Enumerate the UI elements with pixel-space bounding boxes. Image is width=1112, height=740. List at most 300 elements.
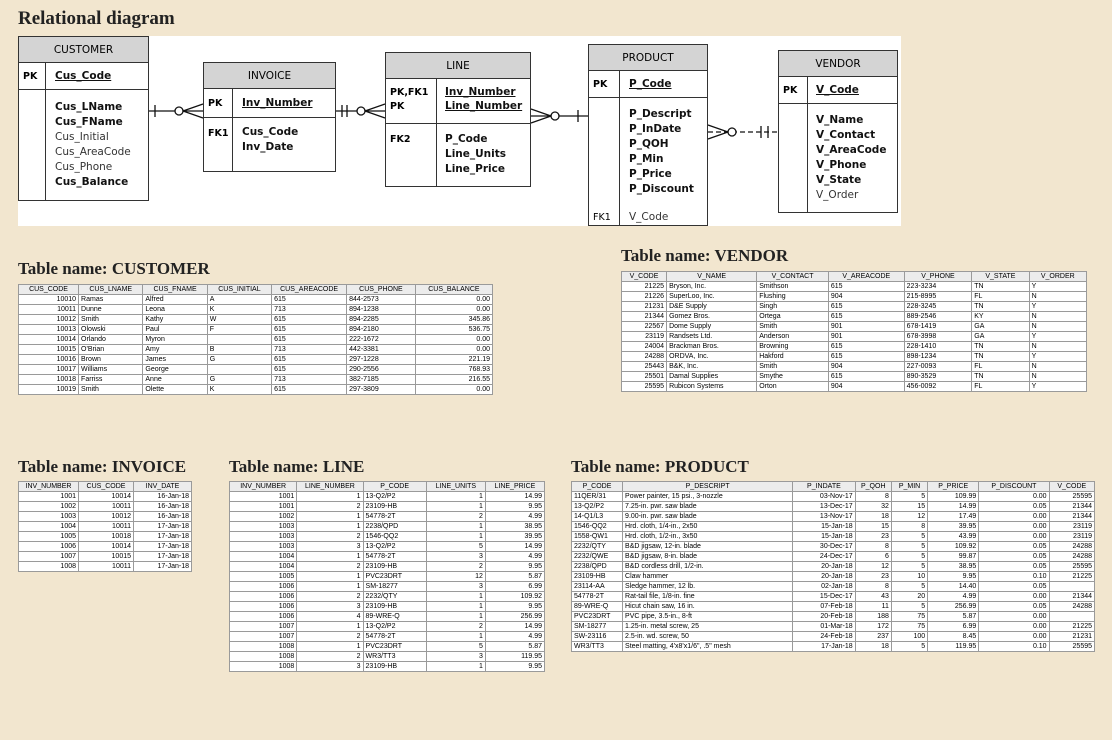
table-cell: 678-3998 <box>904 332 972 342</box>
table-cell: 615 <box>828 312 904 322</box>
table-row <box>572 492 1095 502</box>
table-cell: James <box>143 355 207 365</box>
table-cell: 1008 <box>230 652 297 662</box>
table-cell: 615 <box>272 325 347 335</box>
invoice-attributes <box>242 125 298 155</box>
table-cell: 6 <box>855 552 891 562</box>
vendor-table-title: Table name: VENDOR <box>621 246 789 265</box>
table-cell: 615 <box>828 352 904 362</box>
table-cell: 17-Jan-18 <box>793 642 855 652</box>
table-cell: 2 <box>297 562 363 572</box>
table-cell: 43.99 <box>928 532 979 542</box>
product-attribute: P_QOH <box>629 138 669 150</box>
table-row <box>622 312 1087 322</box>
table-cell: 615 <box>272 335 347 345</box>
table-cell: B <box>207 345 271 355</box>
table-cell: 904 <box>828 362 904 372</box>
table-cell: 109.92 <box>928 542 979 552</box>
table-cell: Brown <box>79 355 143 365</box>
table-row <box>230 562 545 572</box>
table-cell: Smith <box>79 315 143 325</box>
table-cell: 1001 <box>230 502 297 512</box>
table-cell: 1008 <box>230 662 297 672</box>
table-cell: 9.95 <box>485 502 544 512</box>
table-cell: Myron <box>143 335 207 345</box>
table-cell: 1 <box>426 532 485 542</box>
table-row <box>572 512 1095 522</box>
table-cell: K <box>207 385 271 395</box>
product-attribute: P_Descript <box>629 108 692 120</box>
table-cell: 5 <box>891 492 927 502</box>
customer-attribute: Cus_Initial <box>55 131 109 143</box>
table-cell: 1 <box>426 602 485 612</box>
table-cell: 03-Nov-17 <box>793 492 855 502</box>
customer-pk-attribute: Cus_Code <box>55 70 112 82</box>
table-cell: 0.00 <box>979 632 1049 642</box>
table-row <box>572 632 1095 642</box>
table-cell: 1004 <box>230 552 297 562</box>
table-row <box>230 592 545 602</box>
table-cell: F <box>207 325 271 335</box>
table-cell: 14.99 <box>928 502 979 512</box>
table-cell: Farriss <box>79 375 143 385</box>
table-cell: George <box>143 365 207 375</box>
table-cell: 54778-2T <box>363 552 426 562</box>
table-cell: 21225 <box>622 282 667 292</box>
table-cell: 1 <box>426 612 485 622</box>
table-cell: 18 <box>855 642 891 652</box>
line-pk-label-2: PK <box>390 101 405 112</box>
table-cell: 2 <box>297 652 363 662</box>
table-cell: 1 <box>426 502 485 512</box>
line-attributes <box>445 132 506 177</box>
table-cell: 5.87 <box>485 572 544 582</box>
vendor-pk-attribute: V_Code <box>816 84 859 96</box>
product-fk-attribute: V_Code <box>629 211 669 223</box>
table-cell: 0.00 <box>979 622 1049 632</box>
table-cell: N <box>1029 372 1086 382</box>
table-cell: 0.00 <box>979 522 1049 532</box>
table-cell: 2238/QPD <box>572 562 623 572</box>
table-cell: 216.55 <box>415 375 492 385</box>
table-cell: 456-0092 <box>904 382 972 392</box>
table-cell: 6.99 <box>485 582 544 592</box>
table-row <box>19 512 192 522</box>
table-cell: 1006 <box>230 602 297 612</box>
table-cell: SM-18277 <box>572 622 623 632</box>
table-row <box>572 582 1095 592</box>
table-cell: Smithson <box>757 282 829 292</box>
column-header: P_MIN <box>891 482 927 492</box>
table-cell: 20-Jan-18 <box>793 562 855 572</box>
table-cell: 9.00-in. pwr. saw blade <box>623 512 793 522</box>
table-cell: 23109-HB <box>363 502 426 512</box>
table-cell: 20 <box>891 592 927 602</box>
table-cell: 0.05 <box>979 552 1049 562</box>
table-cell: 223-3234 <box>904 282 972 292</box>
table-cell: 25443 <box>622 362 667 372</box>
table-cell: SuperLoo, Inc. <box>667 292 757 302</box>
table-cell: 109.99 <box>928 492 979 502</box>
table-cell: 227-0093 <box>904 362 972 372</box>
table-row <box>572 592 1095 602</box>
vendor-attribute: V_Phone <box>816 159 867 171</box>
table-cell: Hicut chain saw, 16 in. <box>623 602 793 612</box>
table-cell: B&D jigsaw, 8-in. blade <box>623 552 793 562</box>
table-cell: 23109-HB <box>363 602 426 612</box>
table-cell: Brackman Bros. <box>667 342 757 352</box>
column-header: CUS_PHONE <box>347 285 416 295</box>
table-cell: 13-Q2/P2 <box>363 492 426 502</box>
table-cell: 228-1410 <box>904 342 972 352</box>
column-header: P_QOH <box>855 482 891 492</box>
table-cell: 290-2556 <box>347 365 416 375</box>
table-row <box>622 372 1087 382</box>
table-cell: 2232/QTY <box>572 542 623 552</box>
table-row <box>622 362 1087 372</box>
table-cell: 904 <box>828 292 904 302</box>
table-cell: Gomez Bros. <box>667 312 757 322</box>
table-cell: Y <box>1029 352 1086 362</box>
table-cell: SM-18277 <box>363 582 426 592</box>
table-cell: 0.10 <box>979 642 1049 652</box>
table-row <box>230 492 545 502</box>
table-row <box>19 335 493 345</box>
table-cell: 5 <box>891 582 927 592</box>
table-row <box>230 512 545 522</box>
table-cell: FL <box>972 292 1029 302</box>
table-cell: 20-Jan-18 <box>793 572 855 582</box>
table-cell: 8 <box>891 522 927 532</box>
table-cell: 8 <box>855 542 891 552</box>
table-cell: Hrd. cloth, 1/4-in., 2x50 <box>623 522 793 532</box>
table-cell: FL <box>972 362 1029 372</box>
table-cell: 8.45 <box>928 632 979 642</box>
column-header: P_DESCRIPT <box>623 482 793 492</box>
table-cell: 1007 <box>19 552 79 562</box>
table-cell: 536.75 <box>415 325 492 335</box>
table-cell: 382-7185 <box>347 375 416 385</box>
table-cell: 1001 <box>230 492 297 502</box>
table-cell: 1 <box>297 572 363 582</box>
table-cell: 5 <box>891 532 927 542</box>
table-cell: 18 <box>855 512 891 522</box>
table-cell: 1007 <box>230 632 297 642</box>
table-cell: 39.95 <box>485 532 544 542</box>
table-cell: Dome Supply <box>667 322 757 332</box>
table-cell: 0.00 <box>979 512 1049 522</box>
entity-product-name: PRODUCT <box>589 45 707 71</box>
table-row <box>19 305 493 315</box>
table-header-row <box>19 285 493 295</box>
table-cell: 2.5-in. wd. screw, 50 <box>623 632 793 642</box>
table-cell: Y <box>1029 302 1086 312</box>
column-header: V_CODE <box>1049 482 1094 492</box>
table-cell: 14-Q1/L3 <box>572 512 623 522</box>
table-cell: B&D cordless drill, 1/2-in. <box>623 562 793 572</box>
table-cell: 10018 <box>19 375 79 385</box>
table-cell: 228-3245 <box>904 302 972 312</box>
customer-attribute: Cus_LName <box>55 101 123 113</box>
table-cell: FL <box>972 382 1029 392</box>
table-cell: B&D jigsaw, 12-in. blade <box>623 542 793 552</box>
table-cell: 8 <box>855 582 891 592</box>
customer-pk-label: PK <box>23 71 38 82</box>
table-cell: 4.99 <box>928 592 979 602</box>
table-cell: 768.93 <box>415 365 492 375</box>
column-header: P_DISCOUNT <box>979 482 1049 492</box>
product-table-title: Table name: PRODUCT <box>571 457 749 476</box>
table-cell: 2 <box>426 562 485 572</box>
line-attribute: Line_Units <box>445 148 507 160</box>
table-cell: 901 <box>828 332 904 342</box>
table-cell: 5 <box>891 602 927 612</box>
table-cell: 23109-HB <box>363 662 426 672</box>
table-row <box>572 542 1095 552</box>
table-cell: Ramas <box>79 295 143 305</box>
table-cell: 1558-QW1 <box>572 532 623 542</box>
table-cell: Flushing <box>757 292 829 302</box>
table-cell: 1006 <box>230 582 297 592</box>
table-cell: 14.99 <box>485 492 544 502</box>
table-cell: Browning <box>757 342 829 352</box>
vendor-attribute: V_Order <box>816 189 859 201</box>
line-fk-label: FK2 <box>390 134 411 145</box>
table-cell: 9.95 <box>928 572 979 582</box>
table-cell: 1.25-in. metal screw, 25 <box>623 622 793 632</box>
table-cell: Dunne <box>79 305 143 315</box>
entity-product <box>588 44 708 226</box>
table-cell: 17.49 <box>928 512 979 522</box>
vendor-attributes <box>816 113 886 203</box>
table-cell: 1002 <box>230 512 297 522</box>
table-cell: 2 <box>297 502 363 512</box>
column-header: CUS_CODE <box>19 285 79 295</box>
table-row <box>230 662 545 672</box>
table-cell: 1 <box>297 552 363 562</box>
table-cell: 32 <box>855 502 891 512</box>
table-cell: 1 <box>297 492 363 502</box>
column-header: V_ORDER <box>1029 272 1086 282</box>
table-cell: 2 <box>297 592 363 602</box>
table-cell: 172 <box>855 622 891 632</box>
product-pk-attribute: P_Code <box>629 78 672 90</box>
table-cell: 0.00 <box>415 295 492 305</box>
vendor-table <box>621 271 1087 392</box>
table-cell: 24288 <box>622 352 667 362</box>
table-row <box>572 562 1095 572</box>
table-cell: 23 <box>855 572 891 582</box>
line-table <box>229 481 545 672</box>
table-cell: 0.10 <box>979 572 1049 582</box>
table-cell: 11 <box>855 602 891 612</box>
table-cell: N <box>1029 292 1086 302</box>
table-row <box>230 552 545 562</box>
line-pk-attribute-2: Line_Number <box>445 100 523 112</box>
table-cell: GA <box>972 332 1029 342</box>
table-row <box>622 302 1087 312</box>
table-cell: 23119 <box>622 332 667 342</box>
table-cell: 1 <box>297 512 363 522</box>
table-cell: Bryson, Inc. <box>667 282 757 292</box>
table-cell: 20-Feb-18 <box>793 612 855 622</box>
table-cell: 3 <box>426 552 485 562</box>
invoice-attribute: Inv_Date <box>242 141 294 153</box>
table-cell: Y <box>1029 332 1086 342</box>
table-cell: 25595 <box>622 382 667 392</box>
table-cell: 12 <box>891 512 927 522</box>
table-cell: 10016 <box>19 355 79 365</box>
table-cell: 1006 <box>19 542 79 552</box>
vendor-attribute: V_Name <box>816 114 864 126</box>
table-row <box>230 652 545 662</box>
table-cell: 0.05 <box>979 542 1049 552</box>
table-cell: 188 <box>855 612 891 622</box>
table-header-row <box>622 272 1087 282</box>
table-cell: 894-2180 <box>347 325 416 335</box>
table-cell: 5.87 <box>485 642 544 652</box>
table-cell: 10012 <box>19 315 79 325</box>
table-cell: 10013 <box>19 325 79 335</box>
table-cell: 21344 <box>622 312 667 322</box>
table-cell: 21344 <box>1049 512 1094 522</box>
table-cell: 2 <box>426 512 485 522</box>
table-cell: 1 <box>426 492 485 502</box>
table-cell: 10 <box>891 572 927 582</box>
table-cell: 75 <box>891 612 927 622</box>
table-row <box>230 612 545 622</box>
table-cell: Rat-tail file, 1/8-in. fine <box>623 592 793 602</box>
table-cell: 119.95 <box>485 652 544 662</box>
table-cell: Olowski <box>79 325 143 335</box>
table-cell: 3 <box>297 542 363 552</box>
table-cell: 9.95 <box>485 602 544 612</box>
table-cell: 615 <box>272 355 347 365</box>
table-row <box>230 632 545 642</box>
line-pk-attribute-1: Inv_Number <box>445 86 516 98</box>
entity-vendor-name: VENDOR <box>779 51 897 77</box>
table-row <box>622 342 1087 352</box>
table-row <box>230 532 545 542</box>
table-cell: Smith <box>757 322 829 332</box>
table-cell: 615 <box>828 342 904 352</box>
table-cell: 16-Jan-18 <box>134 512 192 522</box>
table-cell: 17-Jan-18 <box>134 562 192 572</box>
table-cell: 54778-2T <box>363 632 426 642</box>
table-cell: 2 <box>426 622 485 632</box>
table-cell: 100 <box>891 632 927 642</box>
table-cell: 215-8995 <box>904 292 972 302</box>
table-cell: 5 <box>891 642 927 652</box>
table-cell: Damal Supplies <box>667 372 757 382</box>
table-cell: 21344 <box>1049 592 1094 602</box>
table-cell: G <box>207 375 271 385</box>
table-cell: 0.00 <box>979 592 1049 602</box>
table-cell: 54778-2T <box>572 592 623 602</box>
column-header: INV_NUMBER <box>230 482 297 492</box>
table-cell: 15-Jan-18 <box>793 522 855 532</box>
table-cell: PVC23DRT <box>572 612 623 622</box>
table-cell: 1006 <box>230 612 297 622</box>
table-cell: 0.05 <box>979 582 1049 592</box>
table-row <box>230 582 545 592</box>
table-cell: 1005 <box>230 572 297 582</box>
table-cell: PVC23DRT <box>363 572 426 582</box>
table-cell: 3 <box>297 662 363 672</box>
table-cell: B&K, Inc. <box>667 362 757 372</box>
column-header: V_AREACODE <box>828 272 904 282</box>
table-cell: Randsets Ltd. <box>667 332 757 342</box>
table-cell <box>207 335 271 345</box>
table-row <box>19 315 493 325</box>
table-cell: 4 <box>297 612 363 622</box>
table-cell: 5.87 <box>928 612 979 622</box>
table-cell: 256.99 <box>485 612 544 622</box>
table-cell: Singh <box>757 302 829 312</box>
column-header: LINE_UNITS <box>426 482 485 492</box>
table-cell: 1 <box>426 522 485 532</box>
table-row <box>622 332 1087 342</box>
table-cell: 5 <box>891 552 927 562</box>
table-cell: 7.25-in. pwr. saw blade <box>623 502 793 512</box>
table-cell: 901 <box>828 322 904 332</box>
table-cell: 25595 <box>1049 492 1094 502</box>
table-cell: 615 <box>272 385 347 395</box>
entity-invoice <box>203 62 336 172</box>
invoice-pk-attribute: Inv_Number <box>242 97 313 109</box>
customer-table-title: Table name: CUSTOMER <box>18 259 210 278</box>
table-cell: 0.00 <box>415 345 492 355</box>
table-row <box>230 602 545 612</box>
table-row <box>230 622 545 632</box>
table-cell: 4.99 <box>485 552 544 562</box>
table-cell: 01-Mar-18 <box>793 622 855 632</box>
table-cell: Y <box>1029 382 1086 392</box>
table-cell: 2232/QWE <box>572 552 623 562</box>
table-cell: 24004 <box>622 342 667 352</box>
table-row <box>230 522 545 532</box>
table-cell: 10014 <box>79 492 134 502</box>
table-cell: 222-1672 <box>347 335 416 345</box>
table-cell: 345.86 <box>415 315 492 325</box>
table-cell: ORDVA, Inc. <box>667 352 757 362</box>
table-cell: 17-Jan-18 <box>134 542 192 552</box>
table-cell: Williams <box>79 365 143 375</box>
table-cell: 89-WRE-Q <box>572 602 623 612</box>
table-cell: 0.00 <box>979 612 1049 622</box>
table-cell: 297-3809 <box>347 385 416 395</box>
table-cell: Steel matting, 4'x8'x1/6", .5" mesh <box>623 642 793 652</box>
table-cell: 23114-AA <box>572 582 623 592</box>
table-cell: 0.00 <box>415 385 492 395</box>
table-row <box>230 572 545 582</box>
table-row <box>572 612 1095 622</box>
table-cell: 17-Jan-18 <box>134 522 192 532</box>
table-cell: Y <box>1029 282 1086 292</box>
table-cell: 109.92 <box>485 592 544 602</box>
product-table <box>571 481 1095 652</box>
table-cell: 12 <box>426 572 485 582</box>
table-cell: Smith <box>757 362 829 372</box>
table-cell: 1007 <box>230 622 297 632</box>
table-row <box>19 552 192 562</box>
table-cell: 1008 <box>19 562 79 572</box>
column-header: V_PHONE <box>904 272 972 282</box>
page-title: Relational diagram <box>18 8 175 29</box>
vendor-pk-label: PK <box>783 85 798 96</box>
table-cell: 23109-HB <box>572 572 623 582</box>
table-header-row <box>19 482 192 492</box>
